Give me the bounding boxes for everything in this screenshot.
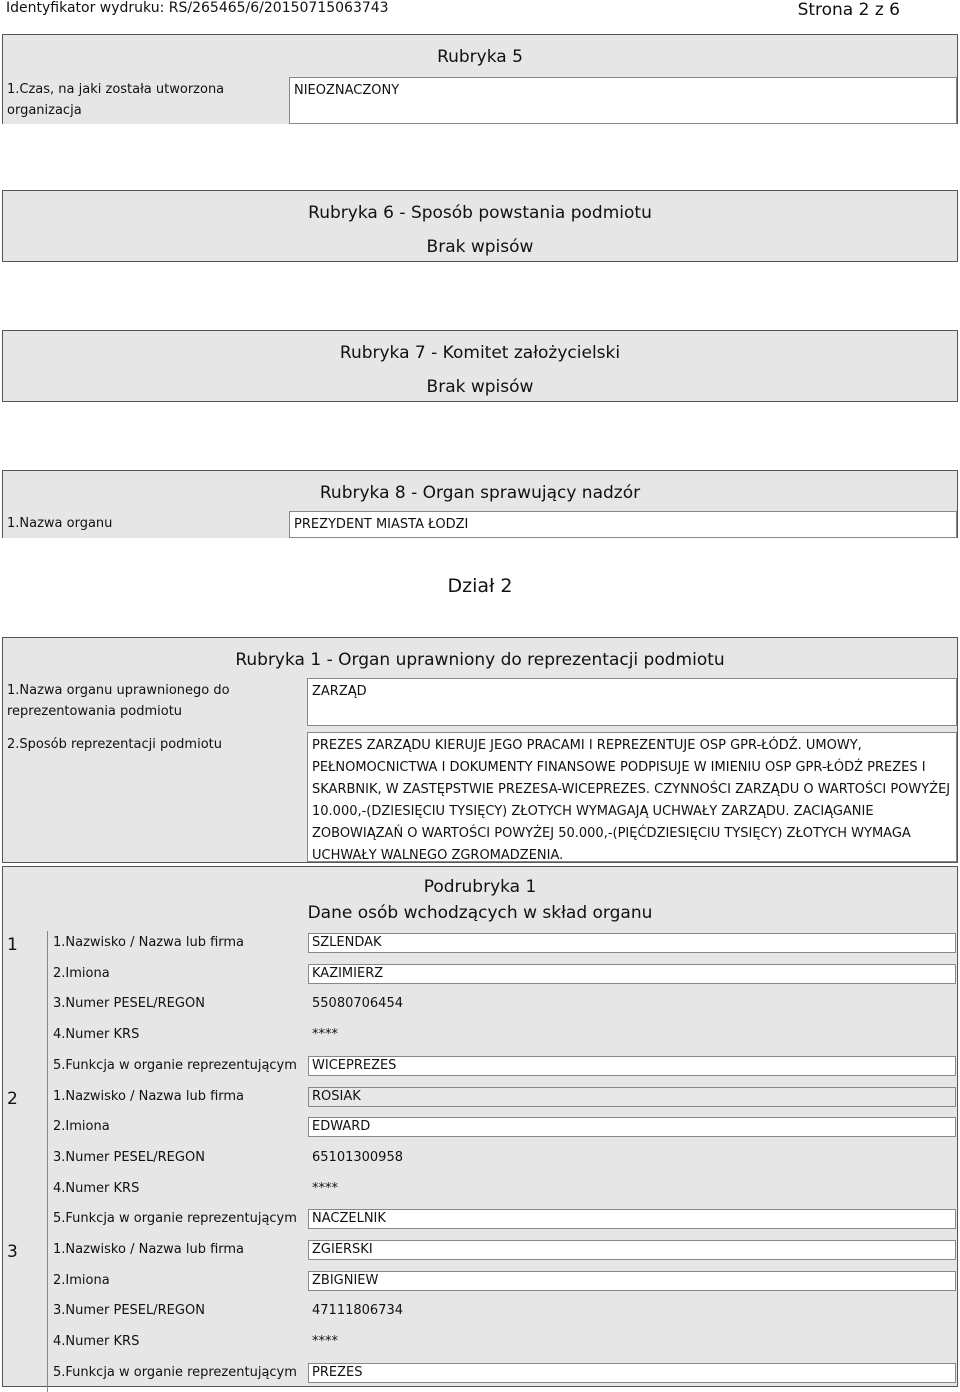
rubryka-8-section [2,470,958,538]
person-field-value-cell [308,1117,956,1137]
person-block-divider [47,1238,48,1392]
person-field-value-cell [308,1271,956,1291]
rubryka-5-value-cell [289,77,957,124]
podrubryka-1-subtitle: Dane osób wchodzących w skład organu [307,903,653,923]
rubryka-8-label: 1.Nazwa organu [7,516,113,531]
rubryka-1-label2: 2.Sposób reprezentacji podmiotu [7,737,222,752]
rubryka-5-section [2,34,958,124]
person-field-label: 2.Imiona [53,1272,110,1288]
person-field-value: WICEPREZES [312,1057,397,1073]
person-field-value: 47111806734 [312,1303,403,1319]
page-number: Strona 2 z 6 [797,0,900,20]
rubryka-1-label1-cell [3,678,307,726]
person-field-label: 5.Funkcja w organie reprezentującym [53,1211,297,1227]
rubryka-6-value: Brak wpisów [426,237,534,257]
rubryka-7-value: Brak wpisów [426,377,534,397]
podrubryka-1-section [2,866,958,1387]
rubryka-7-title: Rubryka 7 - Komitet założycielski [339,343,621,363]
rubryka-5-label-cell [3,77,289,124]
rubryka-5-title: Rubryka 5 [437,47,523,67]
person-field-label: 4.Numer KRS [53,1180,140,1196]
print-identifier: Identyfikator wydruku: RS/265465/6/20150715063743 [6,0,389,16]
rubryka-5-label: 1.Czas, na jaki została utworzona organizacja [7,82,225,118]
person-number: 2 [7,1088,18,1109]
person-field-value-cell [308,1240,956,1260]
dzial-2-title: Dział 2 [447,575,513,597]
person-field-label: 3.Numer PESEL/REGON [53,1149,205,1165]
person-field-value: KAZIMIERZ [312,965,384,981]
rubryka-1-section [2,637,958,863]
person-field-value: ROSIAK [312,1088,361,1104]
person-field-label: 1.Nazwisko / Nazwa lub firma [53,1242,245,1257]
person-field-value: NACZELNIK [312,1211,386,1227]
person-field-value: EDWARD [312,1119,371,1135]
rubryka-1-label1: 1.Nazwa organu uprawnionego do reprezentowania podmiotu [7,683,230,719]
person-field-label: 5.Funkcja w organie reprezentującym [53,1057,297,1073]
rubryka-8-title: Rubryka 8 - Organ sprawujący nadzór [319,483,641,503]
person-field-value: **** [312,1027,338,1043]
person-field-label: 5.Funkcja w organie reprezentującym [53,1364,297,1380]
person-field-value: SZLENDAK [312,935,382,950]
podrubryka-1-title: Podrubryka 1 [423,877,537,897]
person-field-label: 2.Imiona [53,1119,110,1135]
person-field-value-cell [308,1363,956,1383]
rubryka-6-title: Rubryka 6 - Sposób powstania podmiotu [308,203,652,223]
person-number: 3 [7,1242,18,1262]
rubryka-6-section [2,190,958,262]
person-field-label: 4.Numer KRS [53,1027,140,1043]
person-field-value: ZBIGNIEW [312,1272,379,1288]
rubryka-7-section [2,330,958,402]
person-field-value: 65101300958 [312,1149,403,1165]
person-field-value-cell [308,964,956,984]
rubryka-1-label2-cell [3,732,307,862]
person-field-value-cell [308,1209,956,1229]
person-field-value: PREZES [312,1364,363,1380]
rubryka-1-title: Rubryka 1 - Organ uprawniony do reprezentacji podmiotu [235,650,725,670]
person-field-label: 3.Numer PESEL/REGON [53,1303,205,1319]
person-field-label: 1.Nazwisko / Nazwa lub firma [53,935,245,950]
person-field-label: 2.Imiona [53,965,110,981]
rubryka-5-value: NIEOZNACZONY [294,83,400,98]
person-field-value-cell [308,1056,956,1076]
person-field-label: 1.Nazwisko / Nazwa lub firma [53,1088,245,1104]
rubryka-1-value1: ZARZĄD [312,684,367,699]
rubryka-1-value2: PREZES ZARZĄDU KIERUJE JEGO PRACAMI I REPREZENTUJE OSP GPR-ŁÓDŹ. UMOWY, PEŁNOMOCNICTWA I DOKUMENTY FINANSOWE PODPISUJE W IMIENIU OSP GPR-ŁÓDŹ PREZES I SKARBNIK, W ZASTĘPSTWIE PREZESA-WICEPREZES. CZYNNOŚCI ZARZĄDU O WARTOŚCI POWYŻEJ 10.000,-(DZIESIĘCIU TYSIĘCY) ZŁOTYCH WYMAGAJĄ UCHWAŁY ZARZĄDU. ZACIĄGANIE ZOBOWIĄZAŃ O WARTOŚCI POWYŻEJ 50.000,-(PIĘĆDZIESIĘCIU TYSIĘCY) ZŁOTYCH WYMAGA UCHWAŁY WALNEGO ZGROMADZENIA. [312,738,951,863]
person-field-value-cell [308,933,956,953]
person-field-label: 4.Numer KRS [53,1334,140,1350]
person-field-value: **** [312,1334,338,1350]
rubryka-8-value-cell [289,511,957,538]
rubryka-1-value1-cell [307,678,957,726]
person-field-value-cell [308,1087,956,1107]
person-field-value: **** [312,1180,338,1196]
person-field-value: ZGIERSKI [312,1242,373,1257]
person-block-divider [47,931,48,1085]
person-field-value: 55080706454 [312,996,403,1012]
person-block-divider [47,1085,48,1239]
person-number: 1 [7,935,18,955]
rubryka-1-value2-cell [307,732,957,862]
rubryka-8-value: PREZYDENT MIASTA ŁODZI [294,517,469,532]
page-header [0,0,960,20]
rubryka-8-label-cell [3,511,289,538]
person-field-label: 3.Numer PESEL/REGON [53,996,205,1012]
